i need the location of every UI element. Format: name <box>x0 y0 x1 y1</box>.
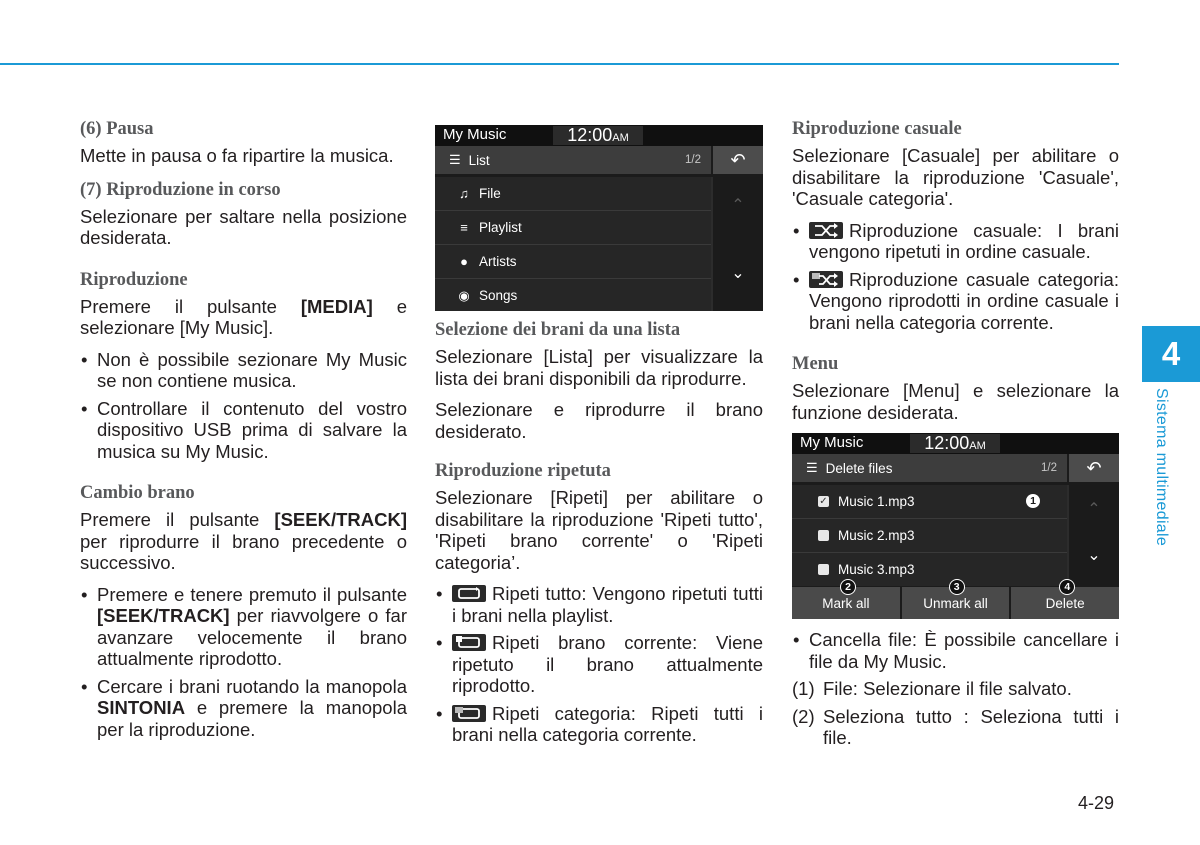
bullet-text: Riproduzione casuale: I brani vengono ripetuti in ordine casuale. <box>809 219 1119 262</box>
section-pausa <box>80 118 407 167</box>
ripetuta-bullets <box>435 583 763 746</box>
mark-all-button[interactable] <box>792 581 900 619</box>
chevron-down-icon: ⌄ <box>1087 547 1101 564</box>
marker-4: 4 <box>1059 579 1075 595</box>
status-bar <box>792 433 1119 454</box>
header-label: Delete files <box>825 460 893 476</box>
back-button[interactable] <box>1069 454 1119 482</box>
back-arrow-icon: ↶ <box>1086 457 1102 478</box>
list-item: • Cancella file: È possibile cancellare i file da My Music. <box>792 629 1119 672</box>
sintonia-key: SINTONIA <box>97 697 186 718</box>
button-label: Delete <box>1045 595 1085 611</box>
text-casuale: Selezionare [Casuale] per abilitare o disabilitare la riproduzione 'Casuale', 'Casuale categoria'. <box>792 145 1119 209</box>
section-menu <box>792 353 1119 749</box>
chapter-label: Sistema multimediale <box>1153 388 1170 547</box>
heading-ripetuta: Riproduzione ripetuta <box>435 461 611 481</box>
my-music-list-screen <box>435 125 763 311</box>
back-arrow-icon: ↶ <box>730 149 746 170</box>
scroll-sidebar <box>711 177 763 311</box>
playlist-icon: ≡ <box>460 220 468 235</box>
text-part: per riprodurre il brano precedente o successivo. <box>80 530 407 573</box>
text-menu: Selezionare [Menu] e selezionare la funzione desiderata. <box>792 380 1119 423</box>
button-label: Mark all <box>822 595 870 611</box>
action-bar <box>792 581 1119 619</box>
casuale-bullets <box>792 220 1119 334</box>
list-header <box>792 454 1067 482</box>
list-item: • Controllare il contenuto del vostro dispositivo USB prima di salvare la musica su My Music. <box>80 398 407 463</box>
heading-pausa: (6) Pausa <box>80 119 154 139</box>
checkbox-unchecked-icon[interactable] <box>818 530 829 541</box>
section-cambio-brano <box>80 482 407 740</box>
marker-2: 2 <box>840 579 856 595</box>
songs-icon: ◉ <box>458 287 470 303</box>
item-label: Songs <box>479 288 518 303</box>
repeat-category-icon <box>452 705 486 722</box>
list-item <box>435 583 763 626</box>
text-riproduzione-in-corso: Selezionare per saltare nella posizione desiderata. <box>80 205 407 248</box>
back-button[interactable] <box>713 146 763 174</box>
item-text: File: Selezionare il file salvato. <box>823 678 1072 699</box>
list-header <box>435 146 711 174</box>
section-casuale <box>792 118 1119 333</box>
shuffle-icon <box>809 222 843 239</box>
text-ripetuta: Selezionare [Ripeti] per abilitare o disabilitare la riproduzione 'Ripeti tutto', 'Ripeti brano corrente' o 'Ripeti categoria’. <box>435 487 763 573</box>
column-2 <box>435 118 763 766</box>
heading-riproduzione: Riproduzione <box>80 269 188 290</box>
marker-3: 3 <box>949 579 965 595</box>
column-1 <box>80 118 407 760</box>
person-icon: ● <box>460 254 468 269</box>
repeat-one-icon <box>452 634 486 651</box>
section-ripetuta <box>435 460 763 746</box>
scroll-up-button[interactable] <box>713 195 763 215</box>
file-row-1[interactable] <box>792 485 1067 519</box>
seek-track-key: [SEEK/TRACK] <box>97 605 230 626</box>
shuffle-category-icon <box>809 271 843 288</box>
page-number: 4-29 <box>1078 793 1115 813</box>
text-pausa: Mette in pausa o fa ripartire la musica. <box>80 145 394 166</box>
item-text: Seleziona tutto : Seleziona tutti i file. <box>823 705 1119 748</box>
chevron-up-icon: ⌃ <box>731 197 745 214</box>
media-key: [MEDIA] <box>300 295 373 317</box>
text-selezione-2: Selezionare e riprodurre il brano desiderato. <box>435 399 763 442</box>
text-part: Premere il pulsante <box>80 509 275 530</box>
clock <box>553 126 643 145</box>
column-3 <box>792 118 1119 755</box>
list-item-artists[interactable] <box>435 245 711 279</box>
text-selezione-1: Selezionare [Lista] per visualizzare la lista dei brani disponibili da riprodurre. <box>435 346 763 389</box>
screen-title: My Music <box>443 126 507 143</box>
bullet-text: Riproduzione casuale categoria: Vengono riprodotti in ordine casuale i brani nella categoria corrente. <box>809 268 1119 333</box>
button-label: Unmark all <box>923 595 988 611</box>
section-selezione <box>435 319 763 442</box>
heading-riproduzione-in-corso: (7) Riproduzione in corso <box>80 179 281 200</box>
file-row-3[interactable] <box>792 553 1067 586</box>
screen-title: My Music <box>800 434 864 451</box>
scroll-up-button[interactable] <box>1069 499 1119 519</box>
bullet-text: Ripeti tutto: Vengono ripetuti tutti i brani nella playlist. <box>452 583 763 626</box>
list-item <box>80 676 407 741</box>
menu-numbered <box>792 678 1119 749</box>
bullet-text: Ripeti categoria: Ripeti tutti i brani nella categoria corrente. <box>452 702 763 745</box>
item-number: (1) <box>792 678 815 699</box>
list-item <box>792 269 1119 334</box>
list-item-playlist[interactable] <box>435 211 711 245</box>
music-note-icon: ♫ <box>459 186 469 201</box>
file-label: Music 1.mp3 <box>838 494 915 509</box>
status-bar <box>435 125 763 146</box>
checkbox-unchecked-icon[interactable] <box>818 564 829 575</box>
seek-track-key: [SEEK/TRACK] <box>274 509 407 530</box>
clock <box>910 434 1000 453</box>
chapter-tab: 4 <box>1142 326 1200 382</box>
list-icon: ☰ <box>449 152 461 167</box>
text-part: Premere e tenere premuto il pulsante <box>97 583 407 605</box>
list-icon: ☰ <box>806 460 818 475</box>
section-riproduzione-in-corso <box>80 179 407 249</box>
scroll-sidebar <box>1067 485 1119 585</box>
section-riproduzione <box>80 269 407 463</box>
text-part: Premere il pulsante <box>80 295 301 317</box>
scroll-down-button[interactable] <box>1069 545 1119 565</box>
heading-casuale: Riproduzione casuale <box>792 119 962 139</box>
file-label: Music 3.mp3 <box>838 562 915 577</box>
item-label: Artists <box>479 254 517 269</box>
top-rule <box>0 63 1119 65</box>
delete-files-screen <box>792 433 1119 619</box>
menu-bullets <box>792 629 1119 672</box>
text-part: per riavvolgere o far avanzare velocemente il brano attualmente riprodotto. <box>97 605 407 669</box>
text-cambio-brano <box>80 509 407 574</box>
list-item <box>80 584 407 670</box>
marker-1: 1 <box>1026 494 1040 508</box>
text-part: e selezionare [My Music]. <box>80 295 407 338</box>
item-label: File <box>479 186 501 201</box>
clock-time: 12:00 <box>924 433 970 453</box>
heading-menu: Menu <box>792 354 839 374</box>
list-item <box>792 678 1119 700</box>
list-item-songs[interactable] <box>435 279 711 311</box>
checkbox-checked-icon[interactable]: ✓ <box>819 496 828 507</box>
page-indicator: 1/2 <box>1041 462 1057 474</box>
text-part: Cercare i brani ruotando la manopola <box>97 675 407 697</box>
page-indicator: 1/2 <box>685 154 701 166</box>
clock-time: 12:00 <box>567 125 613 145</box>
scroll-down-button[interactable] <box>713 263 763 283</box>
list-item <box>792 220 1119 263</box>
item-number: (2) <box>792 705 815 727</box>
text-riproduzione <box>80 296 407 339</box>
list-item-file[interactable] <box>435 177 711 211</box>
clock-ampm: AM <box>969 440 986 452</box>
item-label: Playlist <box>479 220 522 235</box>
list-item <box>435 632 763 697</box>
chevron-up-icon: ⌃ <box>1087 501 1101 518</box>
list-item <box>435 703 763 746</box>
file-row-2[interactable] <box>792 519 1067 553</box>
chevron-down-icon: ⌄ <box>731 265 745 282</box>
heading-cambio-brano: Cambio brano <box>80 483 195 503</box>
file-label: Music 2.mp3 <box>838 528 915 543</box>
repeat-all-icon <box>452 585 486 602</box>
clock-ampm: AM <box>612 132 629 144</box>
list-item <box>792 706 1119 749</box>
riproduzione-bullets <box>80 349 407 463</box>
bullet-text: Ripeti brano corrente: Viene ripetuto il brano attualmente riprodotto. <box>452 632 763 696</box>
header-label: List <box>468 152 490 168</box>
delete-button[interactable] <box>1011 581 1119 619</box>
text-part: e premere la manopola per la riproduzione. <box>97 697 407 740</box>
cambio-bullets <box>80 584 407 741</box>
unmark-all-button[interactable] <box>902 581 1010 619</box>
list-item: • Non è possibile sezionare My Music se non contiene musica. <box>80 349 407 392</box>
heading-selezione: Selezione dei brani da una lista <box>435 320 681 340</box>
